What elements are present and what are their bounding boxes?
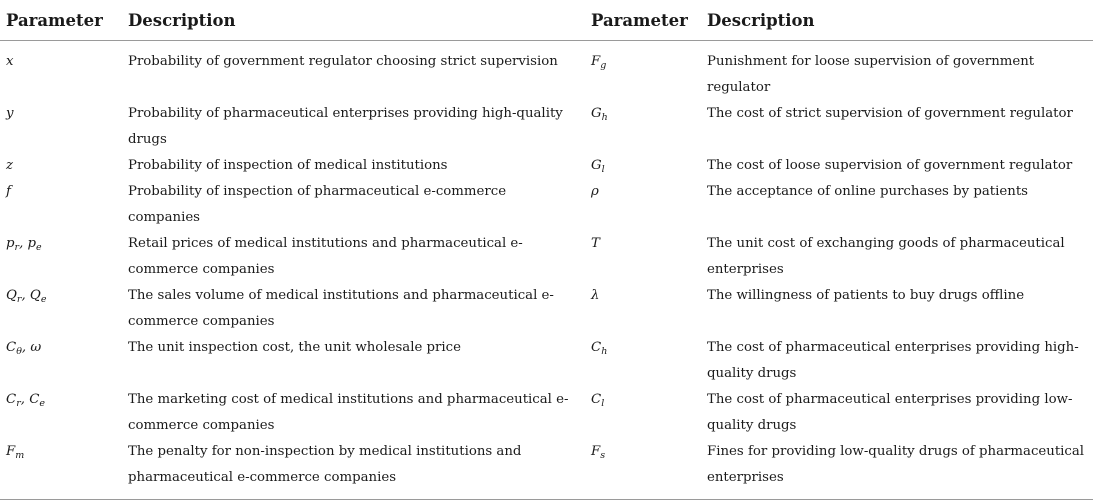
parameter-symbol-left (0, 439, 122, 500)
symbol-main: F (6, 444, 16, 459)
table-row (0, 101, 1093, 153)
symbol-main: G (591, 158, 602, 173)
symbol-second-subscript: e (40, 294, 47, 305)
parameter-symbol-right (585, 153, 701, 179)
parameter-description-right: The cost of loose supervision of government regulator (707, 158, 1073, 173)
symbol-second: C (29, 392, 40, 407)
header-parameter-right: Parameter (585, 0, 701, 41)
parameter-description-left: Probability of government regulator choosing strict supervision (128, 54, 558, 69)
symbol-main: z (6, 158, 14, 173)
parameter-symbol-right (585, 283, 701, 335)
symbol-main: C (6, 340, 17, 355)
symbol-subscript: s (600, 450, 606, 461)
parameter-description-left: Probability of inspection of medical institutions (128, 158, 448, 173)
parameter-description-left: The sales volume of medical institutions and pharmaceutical e-commerce companies (128, 288, 554, 329)
symbol-main: Q (6, 288, 17, 303)
parameter-description-left: The marketing cost of medical institutions and pharmaceutical e-commerce companies (128, 392, 569, 433)
header-parameter-left: Parameter (0, 0, 122, 41)
parameter-description-right: Fines for providing low-quality drugs of pharmaceutical enterprises (701, 439, 1093, 500)
parameter-symbol-right (585, 231, 701, 283)
symbol-main: p (6, 236, 15, 251)
parameter-description-right: The unit cost of exchanging goods of pharmaceutical enterprises (707, 236, 1065, 277)
table-body (0, 41, 1093, 500)
header-description-right: Description (701, 0, 1093, 41)
symbol-main: f (6, 184, 11, 199)
parameter-symbol-left (0, 41, 122, 102)
symbol-second: ω (30, 340, 42, 355)
parameter-description-right: The willingness of patients to buy drugs offline (707, 288, 1025, 303)
parameter-symbol-left (0, 153, 122, 179)
symbol-subscript: m (15, 450, 25, 461)
parameter-description-left: Probability of inspection of pharmaceutical e-commerce companies (128, 184, 507, 225)
table-row (0, 335, 1093, 387)
parameter-symbol-right (585, 41, 701, 102)
table-row (0, 283, 1093, 335)
symbol-second: p (27, 236, 37, 251)
parameter-description-left: Retail prices of medical institutions and pharmaceutical e-commerce companies (128, 236, 523, 277)
symbol-main: C (591, 392, 602, 407)
symbol-main: F (591, 444, 601, 459)
parameter-symbol-right (585, 387, 701, 439)
symbol-second-subscript: e (39, 398, 46, 409)
symbol-main: C (6, 392, 17, 407)
symbol-subscript: l (601, 164, 605, 175)
symbol-main: T (591, 236, 600, 251)
parameter-symbol-left (0, 179, 122, 231)
table-row (0, 41, 1093, 102)
symbol-subscript: r (16, 398, 21, 409)
parameter-symbol-right (585, 439, 701, 500)
parameter-description-right: The cost of pharmaceutical enterprises providing high-quality drugs (707, 340, 1079, 381)
header-description-left: Description (122, 0, 585, 41)
parameter-symbol-left: $p_r$, $p_e$ (6, 236, 42, 253)
parameter-description-left: The unit inspection cost, the unit wholesale price (128, 340, 461, 355)
parameter-symbol-right (585, 101, 701, 153)
symbol-subscript: g (600, 60, 607, 71)
table-row (0, 179, 1093, 231)
symbol-second-subscript: e (36, 242, 42, 253)
symbol-second: Q (29, 288, 41, 303)
parameter-description-right: The cost of strict supervision of government regulator (707, 106, 1073, 121)
symbol-subscript: h (601, 112, 608, 123)
parameter-symbol-right (585, 335, 701, 387)
parameter-description-right: The acceptance of online purchases by patients (707, 184, 1028, 199)
symbol-subscript: l (601, 398, 605, 409)
parameter-symbol-right (585, 179, 701, 231)
parameter-description-right: Punishment for loose supervision of government regulator (707, 54, 1035, 95)
symbol-main: G (591, 106, 602, 121)
parameter-symbol-left: $C_\theta$, ω (6, 340, 42, 357)
parameter-description-left: The penalty for non-inspection by medical institutions and pharmaceutical e-commerce companies (122, 439, 585, 500)
parameter-description-right: The cost of pharmaceutical enterprises providing low-quality drugs (707, 392, 1073, 433)
parameter-symbol-left: $C_r$, $C_e$ (6, 392, 46, 409)
symbol-main: C (591, 340, 602, 355)
table-row (0, 439, 1093, 500)
parameter-description-left: Probability of pharmaceutical enterprises providing high-quality drugs (128, 106, 563, 147)
parameter-symbol-left: $Q_r$, $Q_e$ (6, 288, 47, 305)
table-row (0, 387, 1093, 439)
symbol-subscript: h (601, 346, 608, 357)
symbol-main: y (6, 106, 14, 121)
symbol-main: ρ (591, 184, 599, 199)
table-row (0, 153, 1093, 179)
table-header-row (0, 0, 1093, 41)
symbol-subscript: r (14, 242, 20, 253)
parameter-symbol-left (0, 101, 122, 153)
symbol-main: λ (591, 288, 600, 303)
symbol-main: F (591, 54, 601, 69)
symbol-main: x (6, 54, 14, 69)
table-row (0, 231, 1093, 283)
symbol-subscript: r (16, 294, 22, 305)
symbol-subscript: θ (16, 346, 22, 357)
